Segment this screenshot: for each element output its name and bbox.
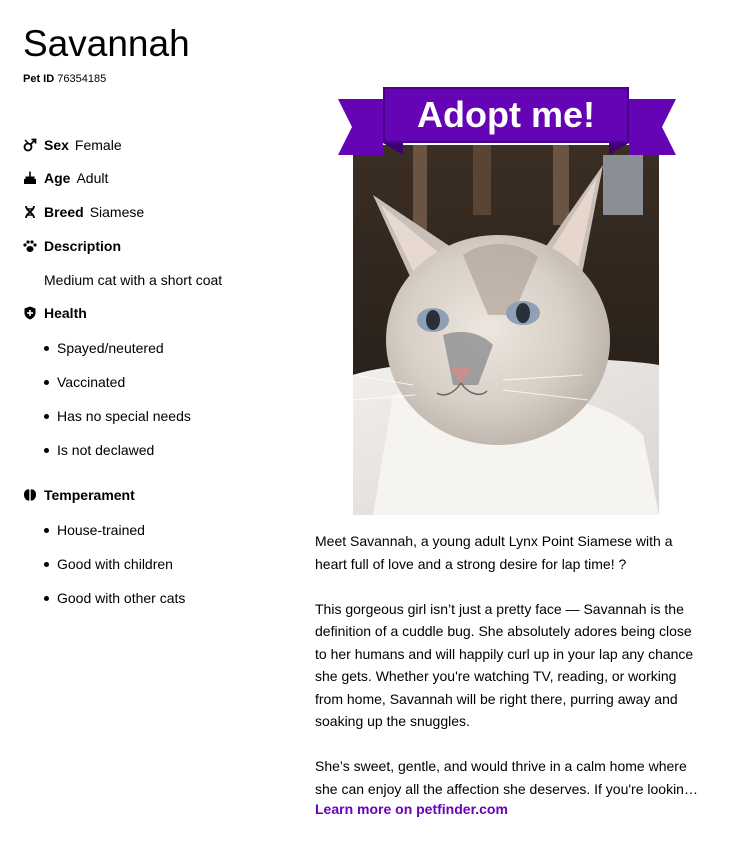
temperament-item: [44, 522, 145, 538]
attr-age-label: Age: [44, 170, 71, 186]
brain-icon: [23, 488, 37, 502]
bio-paragraph: [315, 755, 700, 800]
bio-line: she gets. Whether you're watching TV, reading, or working: [315, 668, 677, 684]
attr-age-value: Adult: [76, 170, 109, 186]
attr-breed: [23, 203, 144, 221]
adopt-me-banner: [338, 87, 676, 157]
pet-photo: [353, 145, 659, 515]
gender-icon: [23, 138, 37, 152]
temperament-item-label: Good with other cats: [57, 590, 186, 606]
bio-line: Meet Savannah, a young adult Lynx Point Siamese with a: [315, 533, 673, 549]
attr-health: [23, 304, 93, 322]
health-item-label: Has no special needs: [57, 408, 191, 424]
attr-age: [23, 169, 108, 187]
attr-description: [23, 237, 127, 255]
temperament-item-label: Good with children: [57, 556, 173, 572]
attr-sex: [23, 136, 122, 154]
attr-temperament-label: Temperament: [44, 487, 135, 503]
bio-line: she can enjoy all the affection she deserves. If you're lookin…: [315, 780, 698, 797]
bio-paragraph: [315, 530, 700, 575]
bio-line: She’s sweet, gentle, and would thrive in a calm home where: [315, 758, 687, 774]
pet-id: [23, 73, 106, 85]
attr-breed-label: Breed: [44, 204, 84, 220]
pet-name-title: Savannah: [23, 23, 190, 64]
attr-temperament: [23, 486, 141, 504]
temperament-item: [44, 556, 173, 572]
health-item-label: Spayed/neutered: [57, 340, 164, 356]
attr-sex-value: Female: [74, 137, 122, 153]
health-item: [44, 408, 191, 424]
bio-line: definition of a cuddle bug. She absolutely adores being close: [315, 623, 692, 639]
paw-icon: [23, 239, 37, 253]
attr-health-label: Health: [44, 305, 87, 321]
temperament-item: [44, 590, 185, 606]
cake-icon: [23, 171, 37, 185]
health-item-label: Is not declawed: [57, 442, 155, 458]
bio-line: from home, Savannah will be right there, purring away and: [315, 690, 678, 707]
bio-line: to her humans and will happily curl up in your lap any chance: [315, 645, 694, 662]
attr-breed-value: Siamese: [89, 204, 145, 220]
shield-icon: [23, 306, 37, 320]
attr-sex-label: Sex: [44, 137, 69, 153]
attr-description-value: Medium cat with a short coat: [44, 272, 223, 288]
dna-icon: [23, 205, 37, 219]
health-item-label: Vaccinated: [57, 374, 126, 390]
temperament-item-label: House-trained: [57, 522, 145, 538]
learn-more-link[interactable]: Learn more on petfinder.com: [315, 801, 508, 817]
health-item: [44, 340, 164, 356]
pet-id-label: Pet ID: [23, 73, 55, 85]
bio-line: heart full of love and a strong desire for lap time! ?: [315, 555, 627, 572]
adopt-me-text: Adopt me!: [417, 94, 595, 135]
health-item: [44, 374, 125, 390]
pet-bio: [315, 530, 700, 800]
health-item: [44, 442, 154, 458]
pet-id-value: 76354185: [57, 73, 107, 85]
bio-line: soaking up the snuggles.: [315, 713, 470, 729]
bio-paragraph: [315, 598, 700, 733]
bio-line: This gorgeous girl isn’t just a pretty face — Savannah is the: [315, 600, 684, 617]
attr-description-label: Description: [44, 238, 122, 254]
